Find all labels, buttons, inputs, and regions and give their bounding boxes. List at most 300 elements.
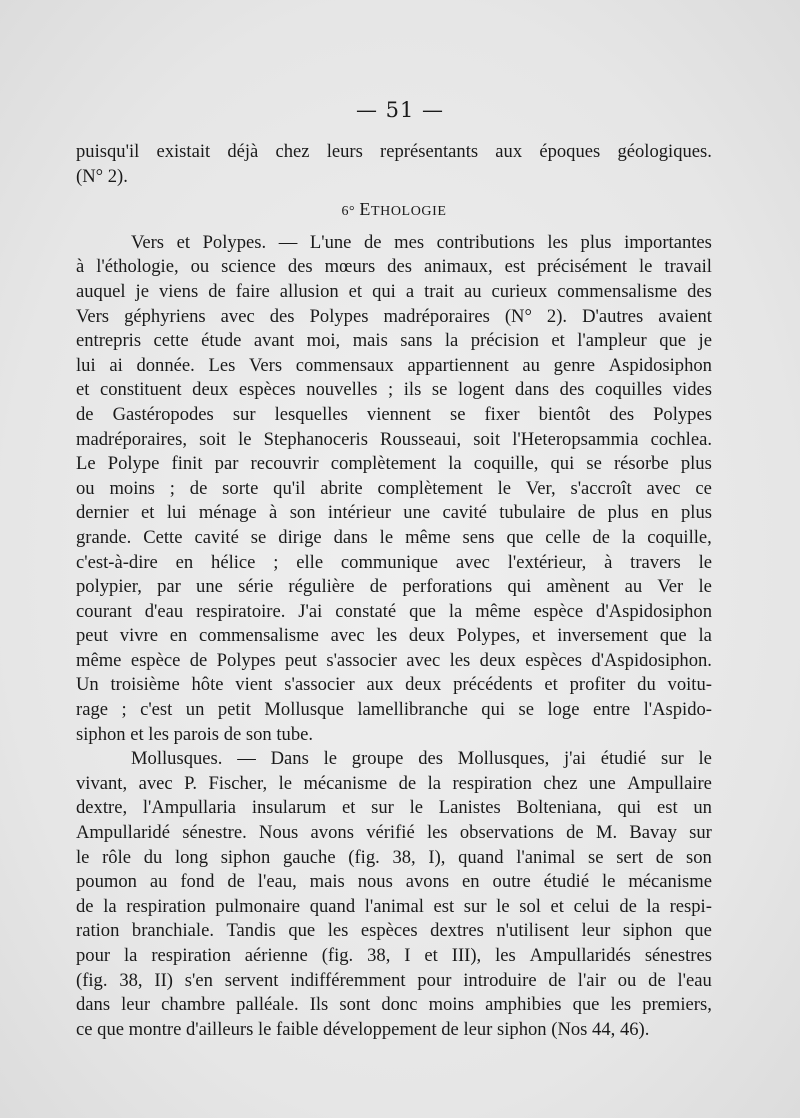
- text-line: [76, 772, 712, 797]
- text-line: [76, 919, 712, 944]
- word: et: [348, 280, 363, 302]
- word: servent: [224, 969, 279, 991]
- word: en: [651, 502, 669, 524]
- word: et: [341, 797, 356, 819]
- word: la: [444, 330, 459, 352]
- word: deux: [479, 649, 516, 671]
- word: chez: [543, 772, 578, 794]
- word: est: [504, 256, 526, 278]
- word: —: [237, 748, 256, 770]
- word: résorbe: [613, 453, 669, 475]
- word: la: [427, 772, 441, 794]
- word: et: [424, 945, 438, 966]
- word: la: [621, 526, 636, 548]
- word: espèces: [238, 379, 296, 401]
- word: se: [250, 526, 267, 548]
- word: de: [363, 231, 382, 253]
- word: sur: [660, 748, 684, 770]
- word: D'autres: [582, 305, 644, 327]
- text-line: [76, 796, 712, 821]
- word: au: [522, 354, 540, 376]
- text-line: [76, 551, 712, 576]
- word: (fig.: [348, 846, 380, 868]
- text-line: [76, 378, 712, 403]
- paragraph-vers-et-polypes: [76, 231, 712, 747]
- word: que: [659, 330, 687, 352]
- word: vides: [672, 379, 712, 401]
- word: l'éthologie,: [96, 256, 179, 278]
- word: pulmonaire: [215, 895, 301, 917]
- word: Cette: [143, 526, 183, 548]
- word: de: [577, 502, 596, 524]
- word: que: [409, 600, 436, 622]
- word: palléale.: [236, 994, 299, 1016]
- word: cochlea.: [650, 428, 712, 450]
- word: d'Aspidosiphon.: [591, 649, 712, 671]
- word: étudié: [543, 871, 590, 893]
- word: ;: [273, 551, 279, 573]
- word: d'eau: [144, 600, 184, 622]
- word: logent: [457, 379, 505, 401]
- word: se: [588, 846, 604, 868]
- word: animaux,: [423, 256, 493, 278]
- word: sur: [371, 797, 394, 819]
- word: avec: [646, 477, 681, 499]
- word: la: [448, 600, 463, 622]
- word: soit: [199, 428, 226, 450]
- word: le: [76, 846, 90, 868]
- word: série: [238, 576, 274, 598]
- text-line: [76, 305, 712, 330]
- word: avec: [330, 625, 365, 647]
- word: n'utilisent: [496, 920, 569, 942]
- word: et: [532, 625, 546, 647]
- word: plus: [680, 502, 712, 524]
- word: P.: [184, 772, 198, 794]
- word: à: [76, 256, 85, 278]
- word: l'extérieur,: [507, 551, 587, 573]
- word: entre: [592, 699, 631, 721]
- word: Gastéropodes: [112, 403, 214, 425]
- word: madréporaires: [383, 305, 490, 327]
- word: commensaux: [295, 354, 394, 376]
- word: amphibies: [485, 994, 562, 1016]
- text-line: [76, 624, 712, 649]
- word: ration: [76, 920, 120, 942]
- word: grande.: [76, 526, 132, 548]
- word: ménage: [198, 502, 257, 524]
- word: le: [601, 871, 616, 893]
- word: auquel: [76, 280, 126, 302]
- word: genre: [553, 354, 595, 376]
- text-line: [76, 428, 712, 453]
- text-line: [76, 846, 712, 871]
- word: avaient: [658, 305, 712, 327]
- word: Fischer,: [208, 772, 268, 794]
- word: lesquelles: [274, 403, 348, 425]
- word: sont: [339, 994, 371, 1016]
- word: inversement: [557, 625, 649, 647]
- word: est: [433, 895, 455, 917]
- word: précisément: [537, 256, 628, 278]
- word: les: [376, 625, 398, 647]
- word: la: [124, 945, 138, 966]
- text-line: [76, 140, 712, 165]
- word: complètement: [377, 477, 483, 499]
- word: dernier: [76, 502, 129, 524]
- word: Polype: [107, 453, 160, 475]
- word: des: [418, 748, 444, 770]
- word: chambre: [161, 994, 226, 1016]
- word: (fig.: [321, 945, 354, 966]
- word: qui: [481, 699, 506, 721]
- word: même: [76, 649, 122, 671]
- word: viens: [158, 280, 199, 302]
- word: Polypes: [653, 403, 712, 425]
- word: M.: [595, 822, 618, 844]
- word: Polypes: [216, 649, 276, 671]
- word: complètement: [330, 453, 437, 475]
- text-line: [76, 944, 712, 969]
- word: importantes: [624, 231, 712, 253]
- word: ce: [695, 477, 712, 499]
- word: les: [449, 649, 471, 671]
- word: constituent: [99, 379, 182, 401]
- word: Bolteniana,: [516, 797, 602, 819]
- word: au: [624, 576, 643, 598]
- word: régulière: [288, 576, 355, 598]
- word: faire: [235, 280, 270, 302]
- word: vérifié: [366, 822, 415, 844]
- word: vient: [235, 674, 273, 696]
- word: donc: [381, 994, 418, 1016]
- word: science: [221, 256, 276, 278]
- section-heading: [76, 197, 712, 225]
- text-line: [76, 993, 712, 1018]
- word: une: [403, 502, 431, 524]
- word: Vers: [131, 231, 165, 253]
- word: respiration: [126, 895, 206, 917]
- word: peut: [284, 649, 317, 671]
- word: constaté: [335, 600, 397, 622]
- word: insularum: [251, 797, 327, 819]
- word: en: [175, 551, 194, 573]
- word: mécanisme: [303, 772, 388, 794]
- word: sol: [519, 895, 541, 917]
- word: se: [518, 699, 535, 721]
- word: sénestre.: [182, 822, 247, 844]
- word: ils: [403, 379, 422, 401]
- word: la: [448, 453, 462, 475]
- text-line: [76, 747, 712, 772]
- word: L'une: [309, 231, 352, 253]
- word: à: [604, 551, 613, 573]
- word: Ver,: [525, 477, 556, 499]
- word: moi,: [306, 330, 341, 352]
- word: de: [566, 822, 584, 844]
- word: précédents: [453, 674, 533, 696]
- word: Mollusque: [264, 699, 344, 721]
- word: le: [639, 256, 653, 278]
- word: contributions: [436, 231, 535, 253]
- word: mais: [352, 330, 388, 352]
- word: de: [189, 477, 208, 499]
- word: nous: [357, 871, 393, 893]
- word: sur: [689, 822, 712, 844]
- word: qui: [372, 280, 396, 302]
- word: est: [656, 797, 678, 819]
- word: le: [698, 576, 712, 598]
- word: introduire: [463, 969, 537, 991]
- word: ou: [76, 477, 95, 499]
- word: c'est-à-dire: [76, 551, 158, 573]
- word: les: [426, 822, 448, 844]
- word: nouvelles: [306, 379, 378, 401]
- word: bientôt: [538, 403, 591, 425]
- word: vivant,: [76, 772, 128, 794]
- word: plus: [680, 453, 712, 475]
- word: dirige: [278, 526, 322, 548]
- word: sorte: [222, 477, 259, 499]
- word: fixer: [484, 403, 520, 425]
- word: allusion: [279, 280, 339, 302]
- word: curieux: [491, 280, 548, 302]
- word: existait: [156, 141, 211, 162]
- word: un: [185, 699, 205, 721]
- word: son: [685, 846, 712, 868]
- word: moins: [428, 994, 475, 1016]
- word: la: [698, 625, 712, 647]
- word: l'Ampullaria: [142, 797, 237, 819]
- word: trait: [424, 280, 455, 302]
- word: III),: [451, 945, 482, 966]
- text-line: [76, 231, 712, 256]
- text-line: [76, 477, 712, 502]
- word: Ampullaire: [627, 772, 712, 794]
- word: c'est: [140, 699, 173, 721]
- word: 38,: [392, 846, 416, 868]
- text-line: [76, 1018, 712, 1043]
- word: ;: [388, 379, 394, 401]
- word: époques: [539, 141, 601, 162]
- word: à: [269, 502, 278, 524]
- word: le: [278, 772, 293, 794]
- word: ai: [109, 354, 123, 376]
- word: J'ai: [298, 600, 323, 622]
- word: I),: [428, 846, 446, 868]
- word: respiration: [452, 772, 532, 794]
- word: et: [141, 502, 155, 524]
- word: donnée.: [136, 354, 195, 376]
- word: le: [698, 748, 712, 770]
- word: communique: [340, 551, 439, 573]
- text-line: [76, 329, 712, 354]
- word: entrepris: [76, 330, 142, 352]
- word: deux: [408, 625, 445, 647]
- word: (N°: [504, 305, 532, 327]
- word: petit: [217, 699, 251, 721]
- word: mais: [309, 871, 345, 893]
- word: respiration: [151, 945, 231, 966]
- word: les: [495, 945, 516, 966]
- word: aux: [366, 674, 394, 696]
- word: en: [462, 871, 480, 893]
- word: l'animal: [364, 895, 424, 917]
- word: de: [227, 871, 245, 893]
- word: Le: [76, 453, 96, 475]
- word: de: [76, 895, 94, 917]
- word: I: [404, 945, 411, 966]
- word: dextres: [430, 920, 484, 942]
- line-text: (N° 2).: [76, 165, 128, 187]
- text-line: [76, 649, 712, 674]
- word: puisqu'il: [76, 141, 140, 162]
- word: Bavay: [629, 822, 677, 844]
- word: géologiques.: [617, 141, 712, 162]
- word: dextre,: [76, 797, 128, 819]
- word: commensalisme: [199, 625, 319, 647]
- word: par: [214, 453, 239, 475]
- word: pour: [76, 945, 111, 966]
- word: la: [103, 895, 117, 917]
- word: finit: [171, 453, 203, 475]
- word: et: [76, 379, 90, 401]
- word: travers: [630, 551, 681, 573]
- word: précision: [470, 330, 539, 352]
- word: l'air: [577, 969, 606, 991]
- word: le: [496, 895, 510, 917]
- word: s'associer: [326, 649, 397, 671]
- word: Ver: [657, 576, 684, 598]
- word: de: [208, 280, 226, 302]
- word: son: [289, 502, 316, 524]
- word: fond: [180, 871, 215, 893]
- text-line: [76, 600, 712, 625]
- word: les: [547, 231, 568, 253]
- word: de: [76, 403, 94, 425]
- word: aérienne: [244, 945, 308, 966]
- word: Ils: [309, 994, 329, 1016]
- word: loge: [547, 699, 580, 721]
- word: deux: [405, 674, 442, 696]
- word: le: [323, 748, 338, 770]
- word: II): [154, 969, 173, 991]
- text-line: [76, 501, 712, 526]
- word: dans: [333, 526, 368, 548]
- word: indifféremment: [290, 969, 406, 991]
- word: cavité: [194, 526, 239, 548]
- text-line: [76, 895, 712, 920]
- word: Stephanoceris: [263, 428, 368, 450]
- word: a: [405, 280, 415, 302]
- word: gauche: [282, 846, 336, 868]
- word: d'Aspidosiphon: [596, 600, 712, 622]
- word: espèces: [525, 649, 582, 671]
- word: se: [586, 453, 602, 475]
- text-line: [76, 526, 712, 551]
- word: leur: [121, 994, 151, 1016]
- word: Polypes,: [456, 625, 521, 647]
- word: Ampullaridé: [76, 822, 170, 844]
- word: l'Heteropsammia: [512, 428, 639, 450]
- word: étudié: [600, 748, 647, 770]
- word: Mollusques.: [131, 748, 223, 770]
- word: de: [655, 846, 674, 868]
- page-number: — 51 —: [355, 98, 445, 122]
- word: et: [544, 674, 558, 696]
- word: viennent: [366, 403, 431, 425]
- word: sur: [232, 403, 256, 425]
- word: courant: [76, 600, 132, 622]
- word: lamellibranche: [357, 699, 468, 721]
- word: moins: [109, 477, 155, 499]
- word: l'eau,: [257, 871, 297, 893]
- word: siphon: [220, 846, 271, 868]
- word: cavité: [442, 502, 487, 524]
- word: ou: [617, 969, 637, 991]
- word: l'ampleur: [577, 330, 647, 352]
- word: que: [506, 526, 534, 548]
- word: ;: [121, 699, 127, 721]
- text-line: [76, 698, 712, 723]
- word: abrite: [320, 477, 363, 499]
- word: appartiennent: [407, 354, 509, 376]
- word: pour: [417, 969, 452, 991]
- paragraph-mollusques: [76, 747, 712, 1042]
- word: Nous: [259, 822, 299, 844]
- word: que: [572, 994, 600, 1016]
- word: avons: [310, 822, 354, 844]
- section-title-initial: E: [359, 199, 371, 220]
- word: avant: [253, 330, 295, 352]
- word: lui: [166, 502, 187, 524]
- word: je: [135, 280, 149, 302]
- word: avec: [406, 649, 441, 671]
- word: même: [405, 526, 451, 548]
- word: espèce: [533, 600, 584, 622]
- word: l'Aspido-: [643, 699, 712, 721]
- word: dans: [515, 379, 550, 401]
- word: deux: [192, 379, 229, 401]
- word: Polypes.: [202, 231, 267, 253]
- word: rôle: [102, 846, 132, 868]
- word: se: [431, 379, 448, 401]
- word: de: [619, 895, 637, 917]
- word: des: [269, 305, 295, 327]
- word: soit: [473, 428, 501, 450]
- word: respiratoire.: [196, 600, 286, 622]
- word: mécanisme: [628, 871, 712, 893]
- word: Tandis: [226, 920, 276, 942]
- word: avec: [455, 551, 490, 573]
- word: tubulaire: [499, 502, 566, 524]
- word: la: [646, 895, 660, 917]
- word: quand: [309, 895, 356, 917]
- word: hôte: [191, 674, 224, 696]
- word: cette: [153, 330, 189, 352]
- word: l'eau: [677, 969, 712, 991]
- word: en: [169, 625, 188, 647]
- word: lui: [76, 354, 96, 376]
- word: sénestres: [644, 945, 712, 966]
- word: des: [609, 403, 635, 425]
- text-line: [76, 969, 712, 994]
- word: coquille,: [647, 526, 712, 548]
- word: coquilles: [595, 379, 663, 401]
- word: madréporaires,: [76, 428, 187, 450]
- text-line: [76, 821, 712, 846]
- word: respi-: [669, 895, 712, 917]
